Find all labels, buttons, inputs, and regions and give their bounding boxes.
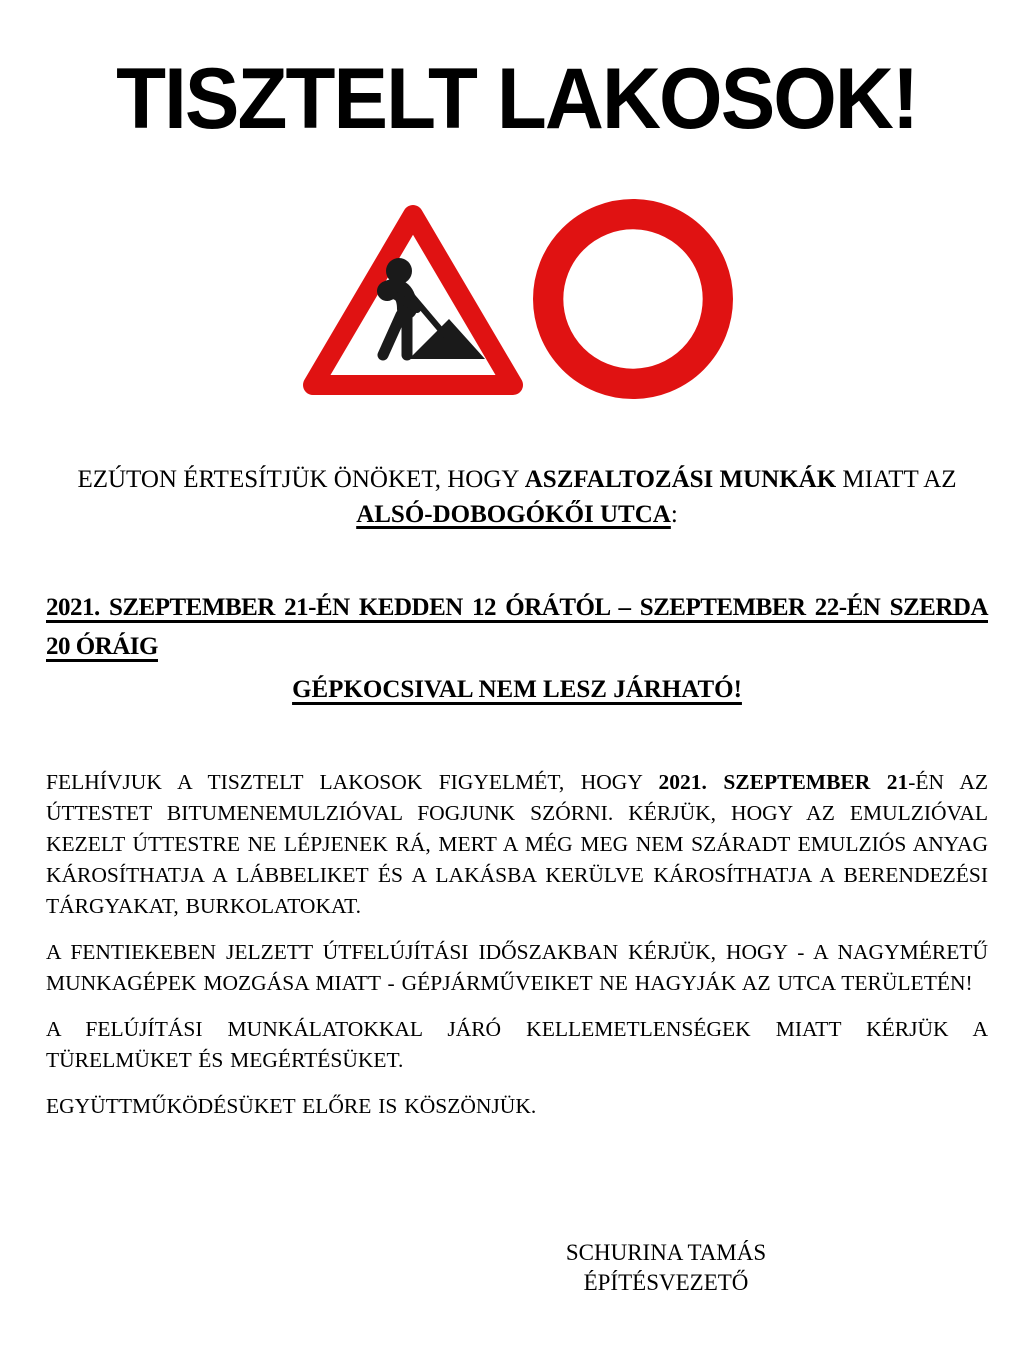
closure-notice-text: GÉPKOCSIVAL NEM LESZ JÁRHATÓ! — [292, 676, 742, 703]
body-paragraph-3: A FELÚJÍTÁSI MUNKÁLATOKKAL JÁRÓ KELLEMETLENSÉGEK MIATT KÉRJÜK A TÜRELMÜKET ÉS MEGÉRTÉSÜKET. — [46, 1017, 988, 1072]
page-title-text: TISZTELT LAKOSOK! — [116, 51, 918, 147]
schedule-heading-line-1: 2021. SZEPTEMBER 21-ÉN KEDDEN 12 ÓRÁTÓL – SZEPTEMBER 22-ÉN SZERDA — [46, 594, 988, 621]
body-paragraphs — [46, 767, 988, 1122]
signature-block — [566, 1238, 766, 1298]
intro-line-1: EZÚTON ÉRTESÍTJÜK ÖNÖKET, HOGY ASZFALTOZÁSI MUNKÁK MIATT AZ — [77, 466, 957, 493]
intro-text — [46, 462, 988, 532]
closure-notice — [46, 670, 988, 709]
body-paragraph-4: EGYÜTTMŰKÖDÉSÜKET ELŐRE IS KÖSZÖNJÜK. — [46, 1094, 537, 1118]
street-name-line: ALSÓ-DOBOGÓKŐI UTCA: — [356, 501, 678, 528]
body-paragraph-1: FELHÍVJUK A TISZTELT LAKOSOK FIGYELMÉT, HOGY 2021. SZEPTEMBER 21-ÉN AZ ÚTTESTET BITUMENEMULZIÓVAL FOGJUNK SZÓRNI. KÉRJÜK, HOGY AZ EMULZIÓVAL KEZELT ÚTTESTRE NE LÉPJENEK RÁ, MERT A MÉG MEG NEM SZÁRADT EMULZIÓS ANYAG KÁROSÍTHATJA A LÁBBELIKET ÉS A LAKÁSBA KERÜLVE KÁROSÍTHATJA A BERENDEZÉSI TÁRGYAKAT, BURKOLATOKAT. — [46, 770, 988, 918]
page-title — [46, 51, 988, 147]
schedule-heading-line-2: 20 ÓRÁIG — [46, 633, 158, 660]
no-vehicles-sign-icon — [532, 198, 734, 400]
schedule-heading — [46, 588, 988, 666]
road-signs-row — [46, 198, 988, 400]
signature-role: ÉPÍTÉSVEZETŐ — [583, 1270, 749, 1295]
roadworks-sign-icon — [300, 199, 526, 399]
signature-name: SCHURINA TAMÁS — [565, 1240, 767, 1265]
body-paragraph-2: A FENTIEKEBEN JELZETT ÚTFELÚJÍTÁSI IDŐSZAKBAN KÉRJÜK, HOGY - A NAGYMÉRETŰ MUNKAGÉPEK MOZGÁSA MIATT - GÉPJÁRMŰVEIKET NE HAGYJÁK AZ UTCA TERÜLETÉN! — [46, 940, 988, 995]
